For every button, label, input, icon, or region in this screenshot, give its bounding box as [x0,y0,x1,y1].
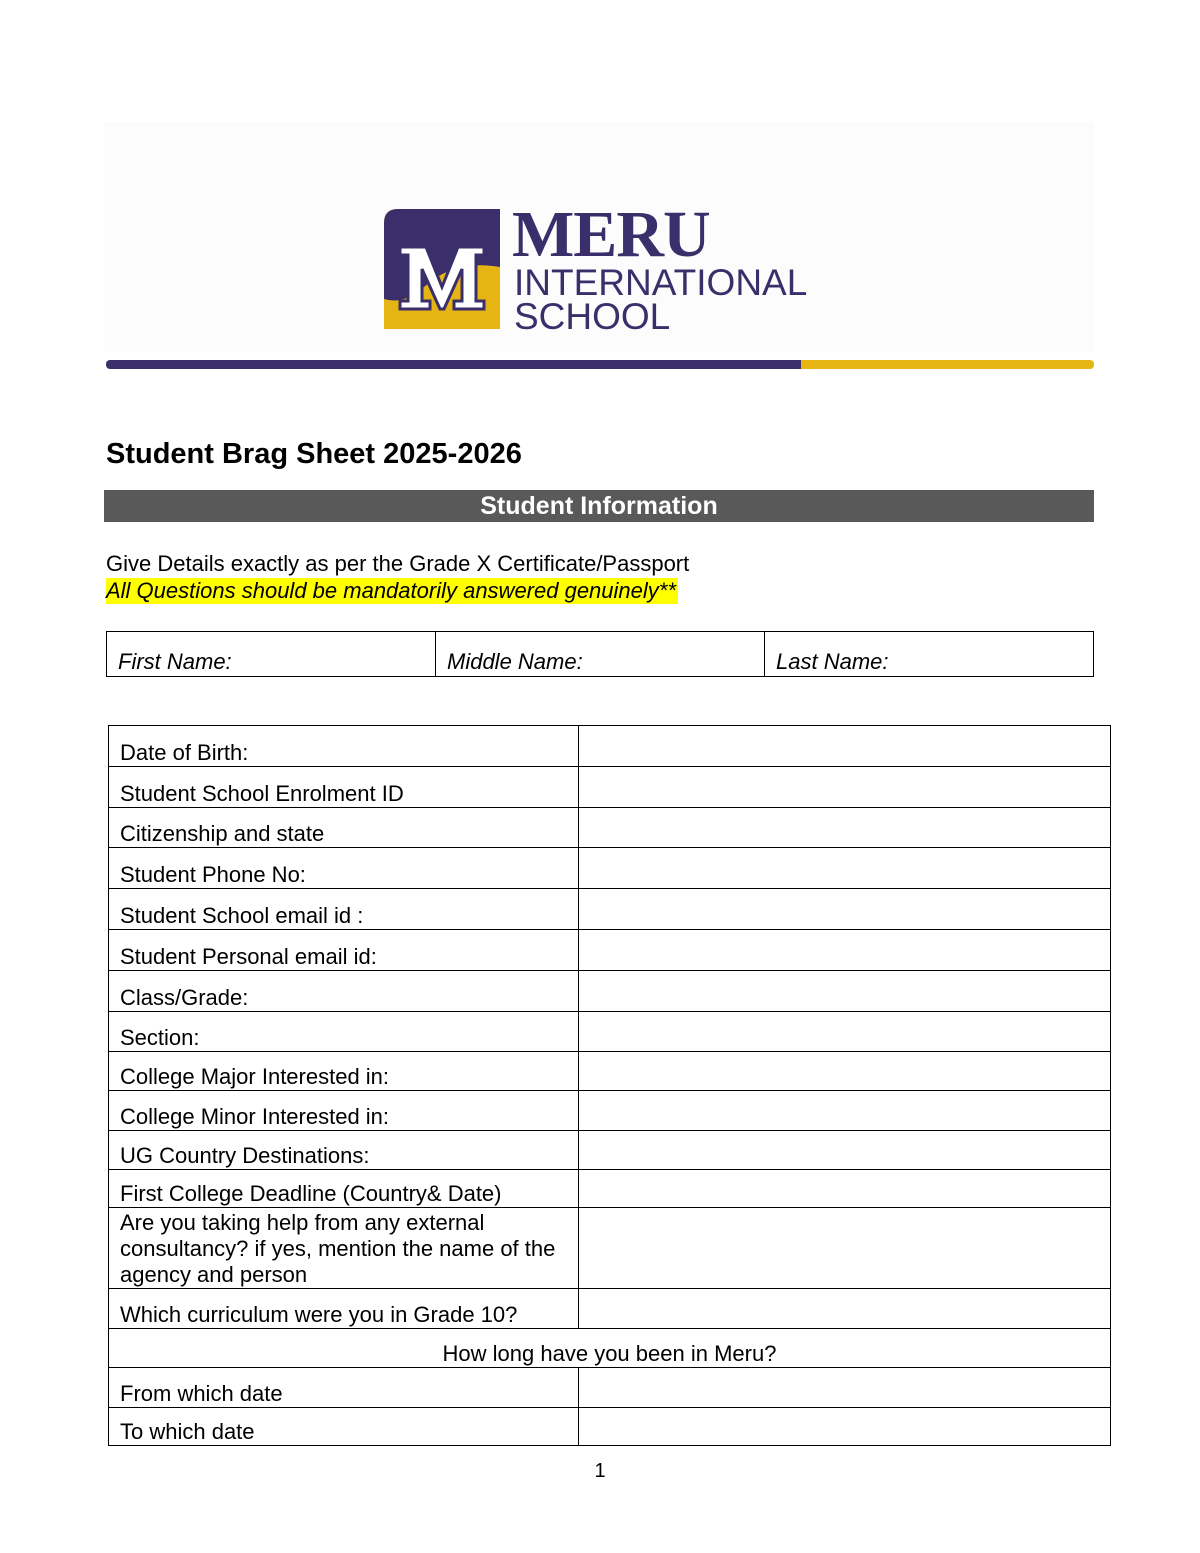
first-name-field[interactable]: First Name: [107,632,436,677]
table-row [109,1131,1111,1170]
logo-wordmark: MERU [512,198,710,271]
logo-school: SCHOOL [514,296,671,337]
table-row [109,1170,1111,1208]
field-value-cell[interactable] [578,1131,1110,1170]
table-row [109,1052,1111,1091]
divider-gold [801,360,1094,369]
field-label: Section: [109,1012,579,1052]
field-label: First College Deadline (Country& Date) [109,1170,579,1208]
field-label: Student Phone No: [109,848,579,889]
field-label: Student School email id : [109,889,579,930]
field-value-cell[interactable] [578,808,1110,848]
school-logo [384,198,824,337]
table-row [109,889,1111,930]
field-label: UG Country Destinations: [109,1131,579,1170]
logo-international: INTERNATIONAL [514,262,808,303]
field-label: College Minor Interested in: [109,1091,579,1131]
field-label: Which curriculum were you in Grade 10? [109,1289,579,1329]
page-title: Student Brag Sheet 2025-2026 [106,438,522,470]
table-row [109,726,1111,767]
table-row [109,1408,1111,1446]
name-table [106,631,1094,677]
table-row [109,1012,1111,1052]
section-header: Student Information [104,490,1094,522]
table-row [109,767,1111,808]
field-value-cell[interactable] [578,767,1110,808]
field-label: Student School Enrolment ID [109,767,579,808]
field-value-cell[interactable] [578,1052,1110,1091]
field-label: Student Personal email id: [109,930,579,971]
field-value-cell[interactable] [578,971,1110,1012]
table-row [109,848,1111,889]
from-date-cell[interactable] [578,1368,1110,1408]
table-row [109,1368,1111,1408]
table-row [109,1289,1111,1329]
table-row [109,808,1111,848]
field-value-cell[interactable] [578,1289,1110,1329]
field-value-cell[interactable] [578,930,1110,971]
field-value-cell[interactable] [578,1012,1110,1052]
field-label: From which date [109,1368,579,1408]
instructions-text: Give Details exactly as per the Grade X Certificate/Passport [106,551,690,576]
field-value-cell[interactable] [578,1208,1110,1289]
divider-purple [106,360,801,369]
field-label: Date of Birth: [109,726,579,767]
field-value-cell[interactable] [578,848,1110,889]
field-value-cell[interactable] [578,726,1110,767]
field-label: To which date [109,1408,579,1446]
field-label: Citizenship and state [109,808,579,848]
last-name-field[interactable]: Last Name: [765,632,1094,677]
meru-duration-heading: How long have you been in Meru? [109,1329,1111,1368]
middle-name-field[interactable]: Middle Name: [436,632,765,677]
field-value-cell[interactable] [578,889,1110,930]
mandatory-note: All Questions should be mandatorily answered genuinely** [106,578,676,603]
to-date-cell[interactable] [578,1408,1110,1446]
page-number: 1 [594,1460,606,1482]
table-row [109,1329,1111,1368]
table-row [109,930,1111,971]
field-value-cell[interactable] [578,1170,1110,1208]
field-value-cell[interactable] [578,1091,1110,1131]
field-label: Class/Grade: [109,971,579,1012]
field-label: Are you taking help from any external consultancy? if yes, mention the name of the agency and person [109,1208,579,1289]
field-label: College Major Interested in: [109,1052,579,1091]
table-row [109,971,1111,1012]
meru-monogram-icon [384,209,500,329]
table-row [109,1208,1111,1289]
student-info-table [108,725,1111,1446]
table-row [109,1091,1111,1131]
